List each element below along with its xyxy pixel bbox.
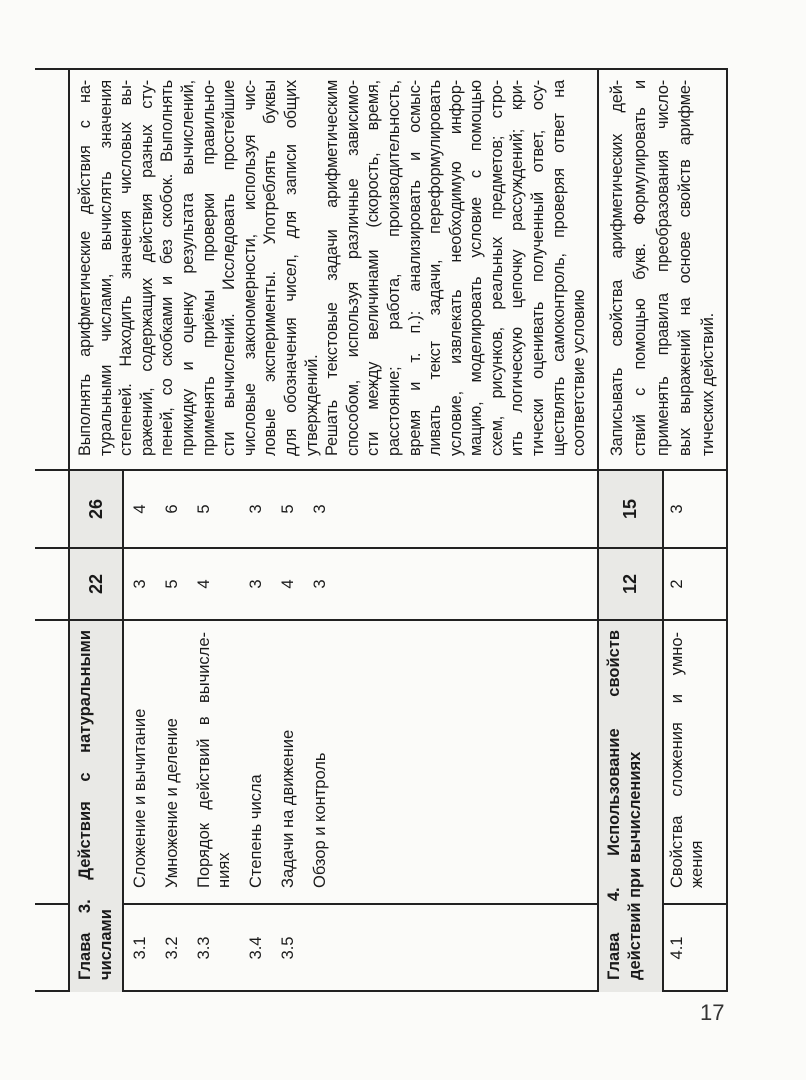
topic-number: 4.1: [668, 936, 686, 960]
chapter-title: [70, 620, 122, 992]
topic-hours-b: 5: [279, 504, 297, 514]
description-paragraph: [322, 80, 590, 456]
activity-description: [70, 70, 597, 468]
topic-title-line: Задачи на движение: [279, 729, 297, 888]
description-paragraph: [75, 80, 322, 456]
description-line: применять правила преобразования число-: [653, 80, 672, 456]
topic-title: [162, 620, 182, 904]
description-line: ражений, содержащих действия разных сту-: [137, 80, 156, 456]
description-line: пеней, со скобками и без скобок. Выполнять: [158, 80, 177, 456]
hours-value: 22: [85, 573, 106, 595]
column-divider: [597, 619, 728, 621]
topic-title: [667, 620, 707, 904]
topic-hours-a: 4: [279, 579, 297, 589]
chapter-title-line: числами: [97, 909, 115, 980]
topic-hours-a: 3: [131, 579, 149, 589]
topic-number: 3.2: [163, 936, 181, 960]
column-divider: [35, 619, 68, 621]
topic-title-line: Сложение и вычитание: [131, 708, 149, 888]
description-line: сти между величинами (скорость, время,: [364, 80, 383, 456]
hours-value: 26: [85, 498, 106, 520]
topic-hours-b: 6: [163, 504, 181, 514]
curriculum-table: [35, 68, 728, 992]
chapter-block: [597, 68, 728, 992]
topic-title: [310, 620, 330, 904]
description-line: мацию, моделировать условие с помощью: [467, 80, 486, 456]
hours-value: 12: [620, 573, 640, 595]
topic-hours-a: 3: [311, 579, 329, 589]
topic-number: 3.4: [247, 936, 265, 960]
topic-title-line: Порядок действий в вычисле-: [195, 632, 213, 888]
description-line: степеней. Находить значения числовых вы-: [117, 80, 136, 456]
topic-row: [246, 470, 266, 992]
description-line: время и т. п.): анализировать и осмыс-: [405, 80, 424, 456]
description-line: применять приёмы проверки правильно-: [199, 80, 218, 456]
chapter-hours-b: [599, 470, 662, 548]
topic-title: [194, 620, 234, 904]
topic-row: [667, 470, 707, 992]
description-line: ливать текст задачи, переформулировать: [426, 80, 445, 456]
topic-hours-a: 2: [668, 579, 686, 589]
topic-title-line: Умножение и деление: [163, 718, 181, 888]
activity-description: [599, 70, 728, 468]
topic-hours-b: 3: [247, 504, 265, 514]
topic-title: [246, 620, 266, 904]
chapter-title-line: действий при вычислениях: [626, 751, 644, 980]
hours-value: 15: [620, 498, 640, 520]
chapter-title-line: Глава 4. Использование свойств: [605, 630, 623, 980]
column-divider: [35, 903, 68, 905]
topic-number: 3.3: [195, 936, 213, 960]
topic-hours-b: 4: [131, 504, 149, 514]
topic-hours-a: 4: [195, 579, 213, 589]
topic-hours-b: 3: [668, 504, 686, 514]
topic-title-line: Свойства сложения и умно-: [668, 632, 686, 888]
topic-number: 3.1: [131, 936, 149, 960]
topic-hours-b: 3: [311, 504, 329, 514]
topic-row: [130, 470, 150, 992]
topic-title-line: ниях: [215, 852, 233, 888]
description-line: тически оценивать полученный ответ, осу-: [529, 80, 548, 456]
description-line: Записывать свойства арифметических дей-: [608, 80, 626, 456]
description-line: для обозначения чисел, для записи общих: [281, 80, 300, 456]
description-line: тических действий.: [699, 312, 718, 456]
column-divider: [597, 469, 728, 471]
chapter-hours-b: [70, 470, 122, 548]
description-line: ществлять самоконтроль, проверяя ответ на: [549, 80, 568, 456]
description-line: соответствие условию: [570, 289, 589, 456]
description-line: прикидку и оценку результата вычислений,: [178, 80, 197, 456]
description-paragraph: [606, 80, 720, 456]
chapter-title: [599, 620, 662, 992]
description-line: Решать текстовые задачи арифметическим: [323, 80, 342, 456]
topic-number: [310, 904, 330, 992]
description-line: условие, извлекать необходимую инфор-: [446, 80, 465, 456]
topic-title: [278, 620, 298, 904]
topic-title-line: жения: [688, 840, 706, 888]
description-line: туральными числами, вычислять значения: [96, 80, 115, 456]
topic-title-line: Степень числа: [247, 774, 265, 888]
column-divider: [597, 547, 728, 549]
description-line: ствий с помощью букв. Формулировать и: [630, 80, 649, 456]
column-divider: [35, 547, 68, 549]
topic-title-line: Обзор и контроль: [311, 752, 329, 888]
description-line: расстояние; работа, производительность,: [384, 80, 403, 456]
description-line: сти вычислений. Исследовать простейшие: [220, 80, 239, 456]
description-line: Выполнять арифметические действия с на-: [76, 80, 94, 456]
description-line: схем, рисунков, реальных предметов; стро-: [487, 80, 506, 456]
description-line: вых выражений на основе свойств арифме-: [676, 80, 695, 456]
description-line: числовые закономерности, используя чис-: [240, 80, 259, 456]
column-divider: [35, 469, 68, 471]
topic-title: [130, 620, 150, 904]
topic-hours-a: 3: [247, 579, 265, 589]
topic-row: [162, 470, 182, 992]
topic-number: 3.5: [279, 936, 297, 960]
topic-row: [278, 470, 298, 992]
topic-hours-a: 5: [163, 579, 181, 589]
page-number: 17: [700, 1000, 725, 1025]
topic-row: [194, 470, 234, 992]
topic-hours-b: 5: [195, 504, 213, 514]
topic-row: [310, 470, 330, 992]
description-line: ить логическую цепочку рассуждений; кри-: [508, 80, 527, 456]
chapter-title-line: Глава 3. Действия с натуральными: [76, 630, 94, 980]
description-line: ловые эксперименты. Употреблять буквы: [261, 80, 280, 456]
chapter-block: [68, 68, 597, 992]
chapter-hours-a: [70, 548, 122, 620]
chapter-hours-a: [599, 548, 662, 620]
description-line: способом, используя различные зависимо-: [343, 80, 362, 456]
description-line: утверждений.: [302, 354, 321, 456]
